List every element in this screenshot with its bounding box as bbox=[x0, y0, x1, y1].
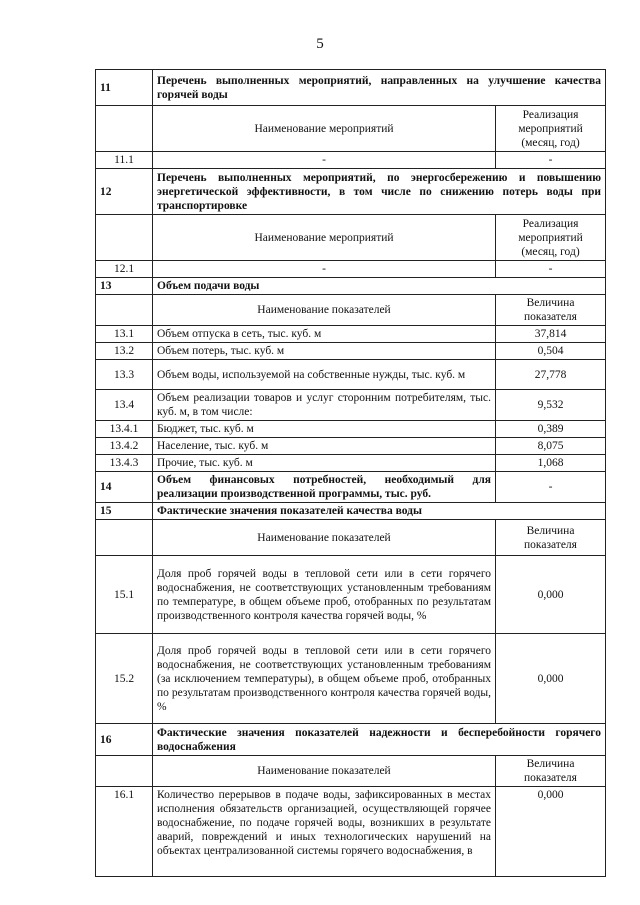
column-header-row bbox=[96, 215, 606, 261]
row-value: 9,532 bbox=[496, 390, 606, 421]
report-table bbox=[95, 69, 606, 877]
column-header-name: Наименование мероприятий bbox=[153, 106, 496, 152]
table-row bbox=[96, 455, 606, 472]
column-header-row bbox=[96, 106, 606, 152]
row-number: 16.1 bbox=[96, 787, 153, 877]
row-value: 27,778 bbox=[496, 360, 606, 390]
row-number: 15.2 bbox=[96, 634, 153, 724]
row-number: 15.1 bbox=[96, 556, 153, 634]
row-name: Объем реализации товаров и услуг сторонним потребителям, тыс. куб. м, в том числе: bbox=[153, 390, 496, 421]
row-value: - bbox=[496, 261, 606, 278]
table-row bbox=[96, 787, 606, 877]
section-number: 16 bbox=[96, 724, 153, 756]
row-value: 0,000 bbox=[496, 787, 606, 877]
table-row bbox=[96, 326, 606, 343]
row-number: 13.4.3 bbox=[96, 455, 153, 472]
table-row bbox=[96, 556, 606, 634]
row-value: 0,000 bbox=[496, 556, 606, 634]
table-row bbox=[96, 152, 606, 169]
row-number: 13.4.2 bbox=[96, 438, 153, 455]
section-14-row bbox=[96, 472, 606, 503]
row-value: 0,389 bbox=[496, 421, 606, 438]
column-header-row bbox=[96, 756, 606, 787]
section-number: 15 bbox=[96, 503, 153, 520]
page-number: 5 bbox=[316, 36, 324, 52]
row-name: - bbox=[153, 261, 496, 278]
section-11-header bbox=[96, 70, 606, 106]
row-value: 1,068 bbox=[496, 455, 606, 472]
row-number: 13.4.1 bbox=[96, 421, 153, 438]
row-name: - bbox=[153, 152, 496, 169]
row-number: 13.2 bbox=[96, 343, 153, 360]
row-name: Население, тыс. куб. м bbox=[153, 438, 496, 455]
row-name: Объем отпуска в сеть, тыс. куб. м bbox=[153, 326, 496, 343]
row-name: Прочие, тыс. куб. м bbox=[153, 455, 496, 472]
column-header-name: Наименование показателей bbox=[153, 520, 496, 556]
row-value: - bbox=[496, 472, 606, 503]
row-number: 12.1 bbox=[96, 261, 153, 278]
row-name: Объем потерь, тыс. куб. м bbox=[153, 343, 496, 360]
column-header-name: Наименование показателей bbox=[153, 295, 496, 326]
row-name: Доля проб горячей воды в тепловой сети или в сети горячего водоснабжения, не соответствующих установленным требованиям (за исключением температуры), в общем объеме проб, отобранных по результатам производственного контроля качества горячей воды, % bbox=[153, 634, 496, 724]
row-number: 13.3 bbox=[96, 360, 153, 390]
section-number: 12 bbox=[96, 169, 153, 215]
row-name: Объем воды, используемой на собственные нужды, тыс. куб. м bbox=[153, 360, 496, 390]
row-number: 11.1 bbox=[96, 152, 153, 169]
section-title: Объем финансовых потребностей, необходимый для реализации производственной программы, тыс. руб. bbox=[153, 472, 496, 503]
table-row bbox=[96, 261, 606, 278]
row-value: 0,504 bbox=[496, 343, 606, 360]
table-row bbox=[96, 438, 606, 455]
row-name: Количество перерывов в подаче воды, зафиксированных в местах исполнения обязательств организацией, осуществляющей горячее водоснабжение, по подаче горячей воды, возникших в результате аварий, повреждений и иных технологических нарушений на объектах централизованной системы горячего водоснабжения, в bbox=[153, 787, 496, 877]
section-title: Перечень выполненных мероприятий, по энергосбережению и повышению энергетической эффективности, в том числе по снижению потерь воды при транспортировке bbox=[153, 169, 606, 215]
section-title: Перечень выполненных мероприятий, направленных на улучшение качества горячей воды bbox=[153, 70, 606, 106]
row-number: 13.4 bbox=[96, 390, 153, 421]
column-header-value: Реализация мероприятий (месяц, год) bbox=[496, 215, 606, 261]
table-row bbox=[96, 421, 606, 438]
section-title: Фактические значения показателей качества воды bbox=[153, 503, 606, 520]
section-title: Объем подачи воды bbox=[153, 278, 606, 295]
section-15-header bbox=[96, 503, 606, 520]
column-header-name: Наименование показателей bbox=[153, 756, 496, 787]
table-row bbox=[96, 390, 606, 421]
section-13-header bbox=[96, 278, 606, 295]
column-header-row bbox=[96, 520, 606, 556]
row-value: 37,814 bbox=[496, 326, 606, 343]
section-16-header bbox=[96, 724, 606, 756]
section-number: 13 bbox=[96, 278, 153, 295]
table-row bbox=[96, 360, 606, 390]
column-header-row bbox=[96, 295, 606, 326]
row-name: Бюджет, тыс. куб. м bbox=[153, 421, 496, 438]
row-value: - bbox=[496, 152, 606, 169]
column-header-value: Реализация мероприятий (месяц, год) bbox=[496, 106, 606, 152]
row-number: 13.1 bbox=[96, 326, 153, 343]
section-12-header bbox=[96, 169, 606, 215]
column-header-name: Наименование мероприятий bbox=[153, 215, 496, 261]
section-number: 14 bbox=[96, 472, 153, 503]
row-name: Доля проб горячей воды в тепловой сети или в сети горячего водоснабжения, не соответствующих установленным требованиям по температуре, в общем объеме проб, отобранных по результатам производственного контроля качества горячей воды, % bbox=[153, 556, 496, 634]
section-number: 11 bbox=[96, 70, 153, 106]
table-row bbox=[96, 343, 606, 360]
column-header-value: Величина показателя bbox=[496, 295, 606, 326]
table-row bbox=[96, 634, 606, 724]
section-title: Фактические значения показателей надежности и бесперебойности горячего водоснабжения bbox=[153, 724, 606, 756]
row-value: 0,000 bbox=[496, 634, 606, 724]
row-value: 8,075 bbox=[496, 438, 606, 455]
column-header-value: Величина показателя bbox=[496, 756, 606, 787]
column-header-value: Величина показателя bbox=[496, 520, 606, 556]
